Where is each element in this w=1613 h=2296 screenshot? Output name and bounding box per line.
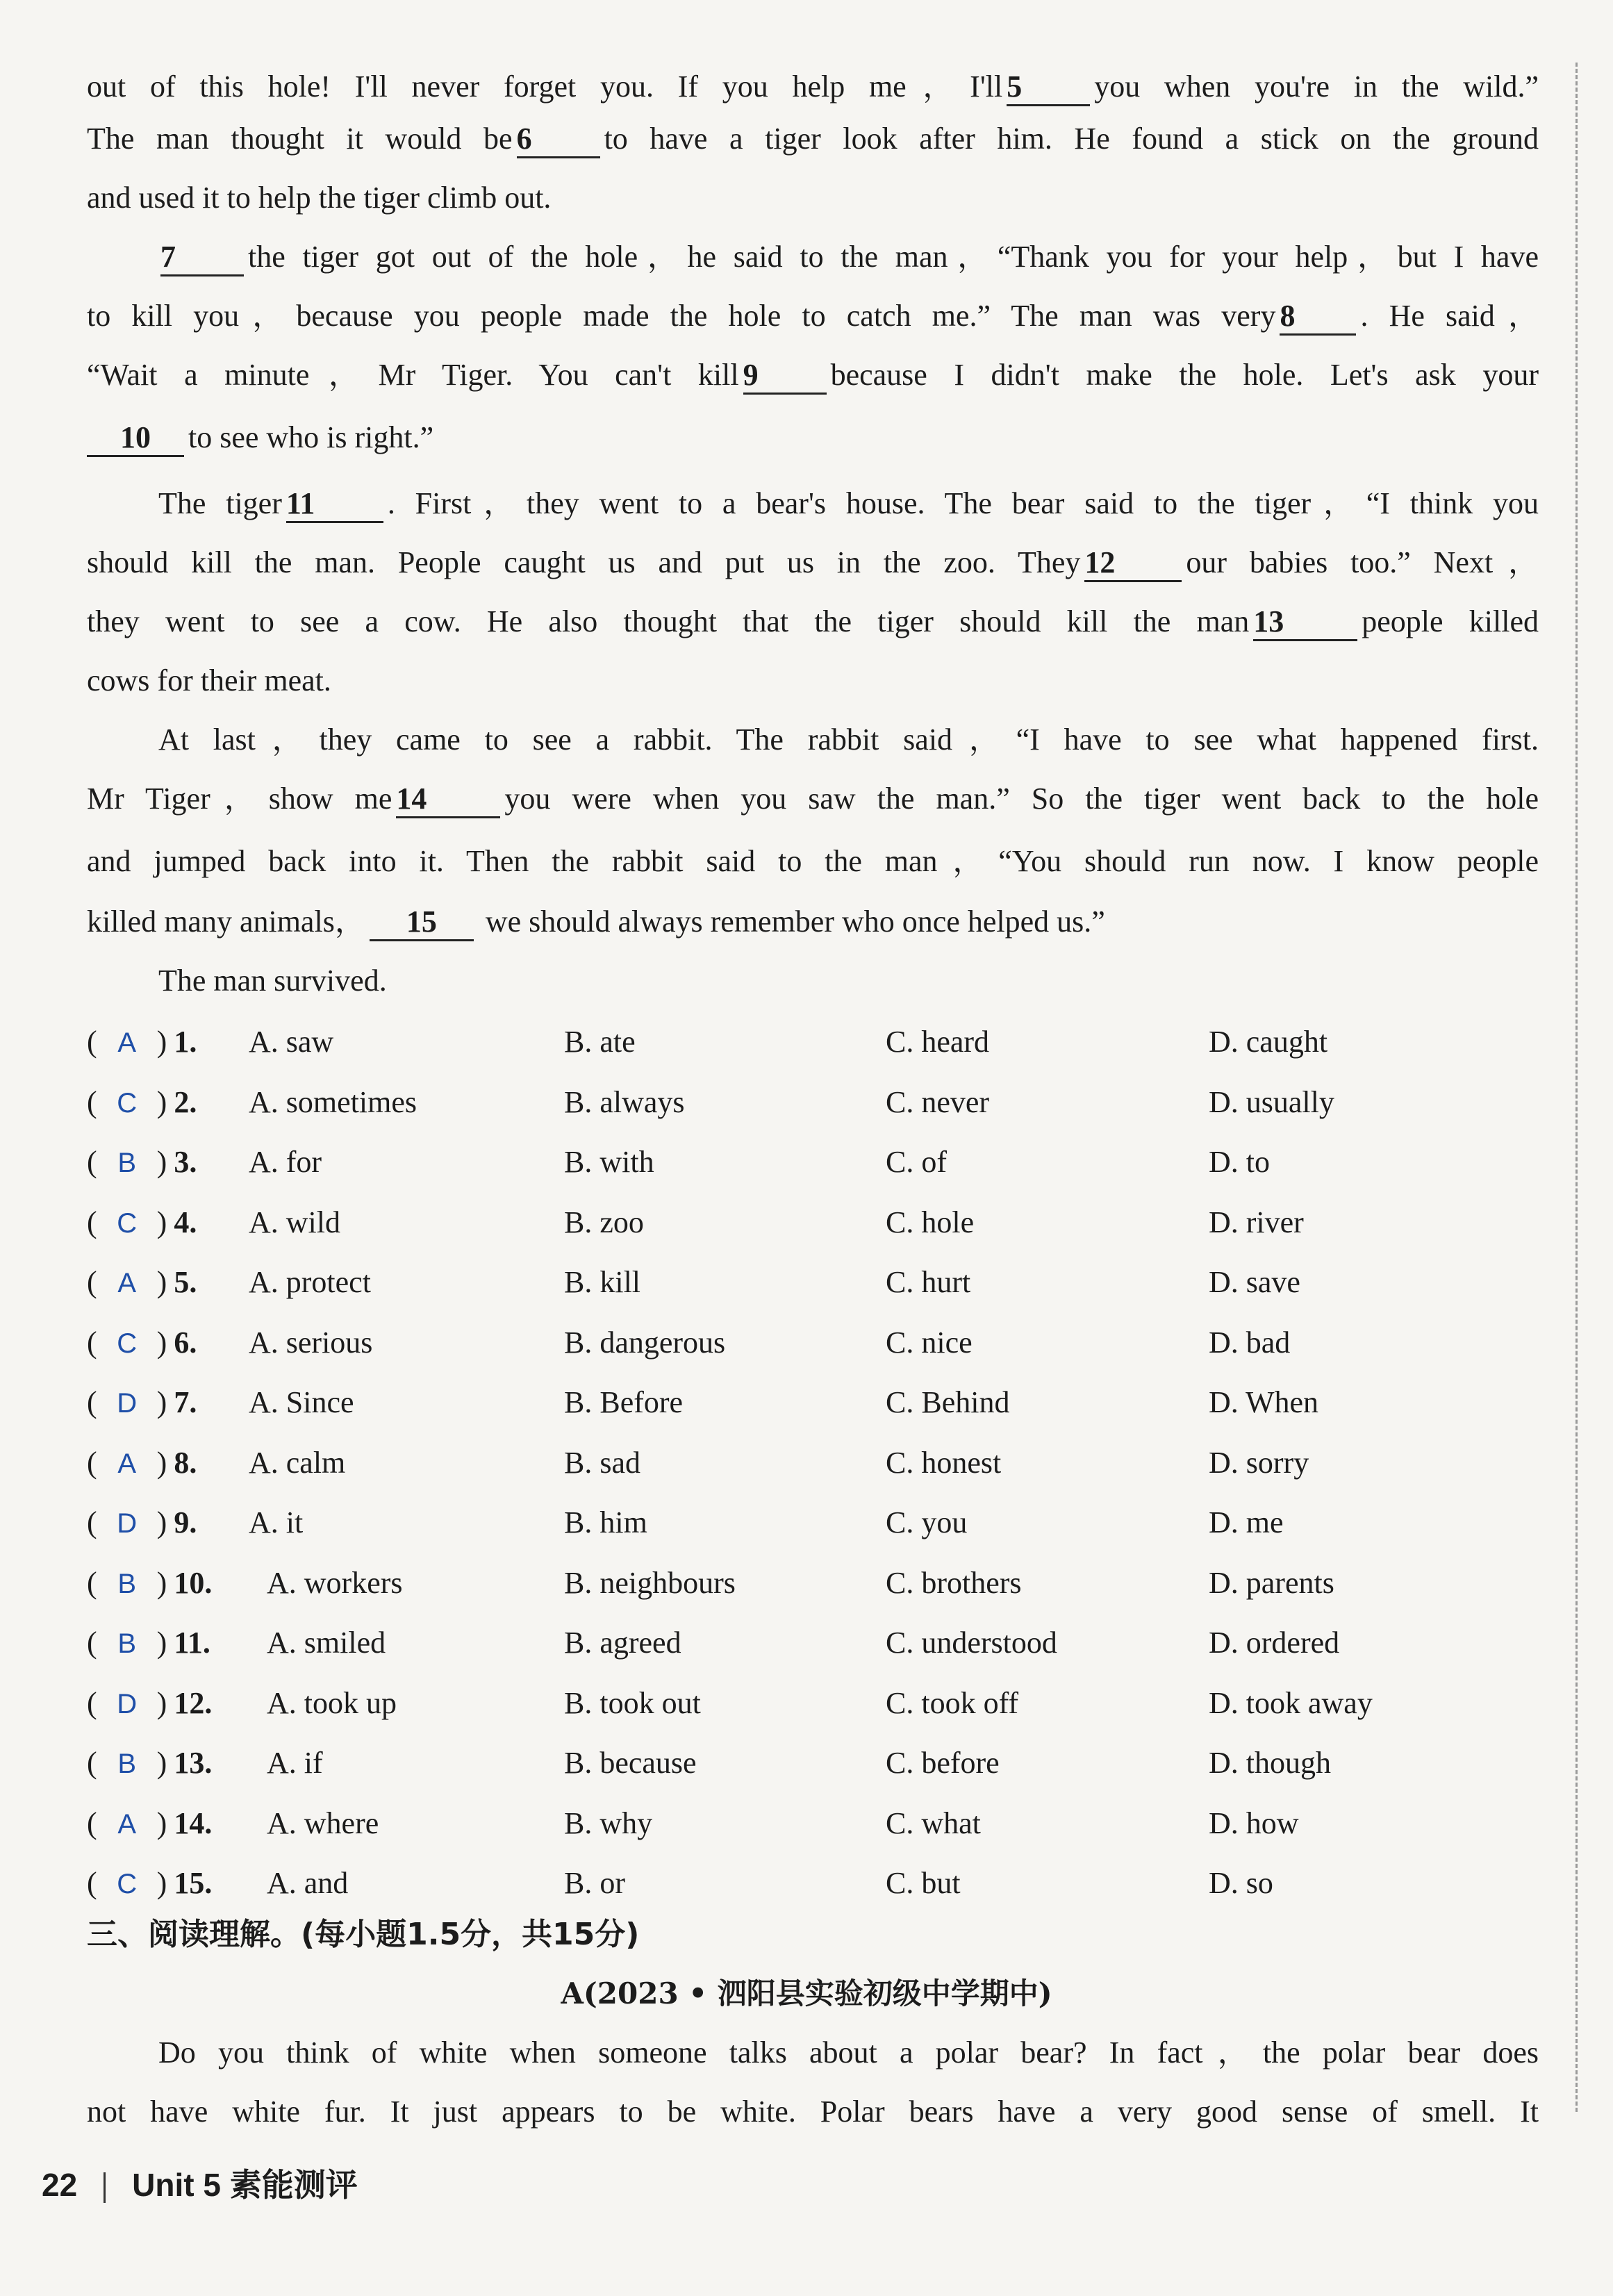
question-number: 2. — [174, 1084, 197, 1119]
passage-line-11: cows for their meat. — [87, 663, 331, 697]
option-d: D. parents — [1209, 1565, 1334, 1600]
option-b: B. Before — [564, 1385, 684, 1419]
option-c: C. Behind — [886, 1385, 1010, 1419]
answer-bracket: ( A ) 5. — [87, 1262, 197, 1304]
option-c: C. took off — [886, 1685, 1019, 1720]
option-a: A. saw — [249, 1025, 334, 1059]
option-d: D. usually — [1209, 1084, 1334, 1119]
reading-line-1: Do you think of white when someone talks about a polar bear? In fact，the polar bear does — [158, 2035, 1539, 2070]
option-a: A. for — [249, 1145, 322, 1179]
question-number: 12. — [174, 1685, 213, 1720]
option-a: A. sometimes — [249, 1084, 417, 1119]
answer-letter: C — [117, 1087, 138, 1118]
option-b: B. or — [564, 1866, 625, 1900]
passage-line-14: and jumped back into it. Then the rabbit said to the man，“You should run now. I know people — [87, 844, 1539, 878]
option-a: A. took up — [267, 1685, 397, 1720]
answer-bracket: ( B ) 3. — [87, 1141, 197, 1184]
page-footer — [42, 2164, 358, 2206]
answer-letter: C — [117, 1207, 138, 1239]
option-a: A. smiled — [267, 1626, 386, 1660]
option-b: B. dangerous — [564, 1325, 726, 1360]
blank-11: 11 — [286, 486, 383, 523]
passage-line-16: The man survived. — [158, 964, 387, 998]
option-d: D. me — [1209, 1505, 1284, 1539]
question-number: 7. — [174, 1385, 197, 1419]
question-number: 11. — [174, 1626, 210, 1660]
blank-7: 7 — [160, 240, 244, 276]
passage-line-4: 7 the tiger got out of the hole，he said to the man，“Thank you for your help，but I have — [87, 236, 1539, 278]
option-a: A. and — [267, 1866, 349, 1900]
option-a: A. if — [267, 1746, 323, 1780]
answer-bracket: ( C ) 2. — [87, 1082, 197, 1124]
question-number: 3. — [174, 1145, 197, 1179]
section-title: 三、阅读理解。(每小题1.5分，共15分) — [87, 1917, 640, 1952]
answer-bracket: ( B ) 10. — [87, 1562, 212, 1605]
answer-bracket: ( D ) 9. — [87, 1502, 197, 1544]
passage-line-2: The man thought it would be 6 to have a tiger look after him. He found a stick on the ground — [87, 118, 1539, 160]
blank-14: 14 — [396, 782, 500, 818]
question-number: 14. — [174, 1806, 213, 1840]
reading-line-2: not have white fur. It just appears to be white. Polar bears have a very good sense of smell. It — [87, 2095, 1539, 2129]
option-d: D. sorry — [1209, 1445, 1309, 1480]
option-b: B. zoo — [564, 1205, 644, 1239]
question-number: 6. — [174, 1325, 197, 1360]
question-number: 9. — [174, 1505, 197, 1539]
question-number: 15. — [174, 1866, 213, 1900]
blank-12: 12 — [1084, 545, 1182, 582]
question-number: 10. — [174, 1565, 213, 1600]
option-d: D. bad — [1209, 1325, 1291, 1360]
option-d: D. took away — [1209, 1685, 1373, 1720]
option-b: B. neighbours — [564, 1565, 736, 1600]
option-d: D. to — [1209, 1145, 1270, 1179]
option-c: C. what — [886, 1806, 981, 1840]
option-a: A. workers — [267, 1565, 403, 1600]
option-a: A. serious — [249, 1325, 373, 1360]
option-c: C. but — [886, 1866, 961, 1900]
option-b: B. because — [564, 1746, 697, 1780]
answer-bracket: ( B ) 11. — [87, 1622, 210, 1665]
option-a: A. wild — [249, 1205, 340, 1239]
option-b: B. ate — [564, 1025, 636, 1059]
blank-10: 10 — [87, 420, 184, 457]
unit-label: Unit 5 素能测评 — [132, 2167, 358, 2203]
passage-line-1: out of this hole! I'll never forget you. If you help me，I'll 5 you when you're in the wild.” — [87, 66, 1539, 108]
option-c: C. honest — [886, 1445, 1002, 1480]
passage-line-6: “Wait a minute，Mr Tiger. You can't kill 9 because I didn't make the hole. Let's ask your — [87, 354, 1539, 396]
answer-bracket: ( B ) 13. — [87, 1742, 212, 1785]
answer-bracket: ( A ) 1. — [87, 1021, 197, 1064]
option-b: B. kill — [564, 1265, 641, 1299]
answer-bracket: ( C ) 15. — [87, 1863, 212, 1905]
question-number: 1. — [174, 1025, 197, 1059]
option-d: D. so — [1209, 1866, 1273, 1900]
blank-8: 8 — [1280, 299, 1356, 336]
option-d: D. ordered — [1209, 1626, 1340, 1660]
option-c: C. hurt — [886, 1265, 971, 1299]
answer-bracket: ( C ) 4. — [87, 1202, 197, 1244]
passage-line-10: they went to see a cow. He also thought that the tiger should kill the man 13 people killed — [87, 601, 1539, 643]
answer-bracket: ( D ) 7. — [87, 1382, 197, 1424]
question-number: 4. — [174, 1205, 197, 1239]
answer-letter: A — [117, 1808, 136, 1840]
blank-15: 15 — [370, 905, 474, 941]
answer-bracket: ( A ) 8. — [87, 1442, 197, 1485]
answer-bracket: ( C ) 6. — [87, 1322, 197, 1364]
passage-line-8: The tiger 11 . First，they went to a bear's house. The bear said to the tiger，“I think you — [158, 483, 1539, 525]
option-a: A. it — [249, 1505, 304, 1539]
blank-6: 6 — [517, 122, 600, 158]
question-number: 13. — [174, 1746, 213, 1780]
answer-letter: B — [117, 1568, 136, 1599]
option-d: D. caught — [1209, 1025, 1328, 1059]
option-d: D. river — [1209, 1205, 1304, 1239]
option-c: C. heard — [886, 1025, 990, 1059]
option-c: C. nice — [886, 1325, 973, 1360]
blank-9: 9 — [743, 358, 827, 395]
answer-letter: B — [117, 1628, 136, 1659]
margin-rule — [1575, 63, 1578, 2112]
blank-5: 5 — [1007, 69, 1090, 106]
option-c: C. of — [886, 1145, 947, 1179]
option-c: C. hole — [886, 1205, 975, 1239]
option-b: B. why — [564, 1806, 653, 1840]
option-b: B. always — [564, 1084, 685, 1119]
question-number: 8. — [174, 1445, 197, 1480]
option-c: C. understood — [886, 1626, 1057, 1660]
question-number: 5. — [174, 1265, 197, 1299]
option-b: B. agreed — [564, 1626, 681, 1660]
option-a: A. where — [267, 1806, 379, 1840]
answer-letter: A — [117, 1448, 136, 1479]
option-c: C. before — [886, 1746, 1000, 1780]
answer-letter: C — [117, 1328, 138, 1359]
option-b: B. took out — [564, 1685, 701, 1720]
answer-letter: D — [117, 1388, 138, 1419]
option-c: C. you — [886, 1505, 968, 1539]
option-b: B. sad — [564, 1445, 640, 1480]
passage-line-12: At last，they came to see a rabbit. The rabbit said，“I have to see what happened first. — [158, 722, 1539, 757]
answer-letter: B — [117, 1749, 136, 1779]
passage-line-7: 10 to see who is right.” — [87, 417, 1539, 459]
passage-line-3: and used it to help the tiger climb out. — [87, 181, 552, 215]
answer-letter: D — [117, 1508, 138, 1539]
option-c: C. never — [886, 1084, 990, 1119]
page-number: 22 — [42, 2167, 78, 2203]
option-a: A. protect — [249, 1265, 371, 1299]
passage-title: A(2023 • 泗阳县实验初级中学期中) — [561, 1976, 1052, 2010]
option-a: A. Since — [249, 1385, 354, 1419]
option-d: D. though — [1209, 1746, 1331, 1780]
answer-bracket: ( D ) 12. — [87, 1683, 212, 1725]
option-d: D. save — [1209, 1265, 1300, 1299]
option-d: D. When — [1209, 1385, 1319, 1419]
blank-13: 13 — [1253, 604, 1357, 641]
passage-line-15: killed many animals， 15 we should always remember who once helped us.” — [87, 901, 1539, 943]
answer-letter: C — [117, 1869, 138, 1899]
answer-letter: B — [117, 1148, 136, 1178]
answer-letter: A — [117, 1268, 136, 1298]
passage-line-13: Mr Tiger，show me 14 you were when you saw the man.” So the tiger went back to the hole — [87, 778, 1539, 820]
answer-bracket: ( A ) 14. — [87, 1803, 212, 1845]
option-c: C. brothers — [886, 1565, 1022, 1600]
passage-line-9: should kill the man. People caught us and put us in the zoo. They 12 our babies too.” Next， — [87, 542, 1539, 584]
answer-letter: D — [117, 1688, 138, 1719]
answer-letter: A — [117, 1027, 136, 1058]
passage-line-5: to kill you，because you people made the hole to catch me.” The man was very 8 . He said， — [87, 295, 1539, 337]
footer-separator — [104, 2172, 106, 2203]
option-b: B. with — [564, 1145, 654, 1179]
option-b: B. him — [564, 1505, 647, 1539]
option-d: D. how — [1209, 1806, 1299, 1840]
option-a: A. calm — [249, 1445, 346, 1480]
